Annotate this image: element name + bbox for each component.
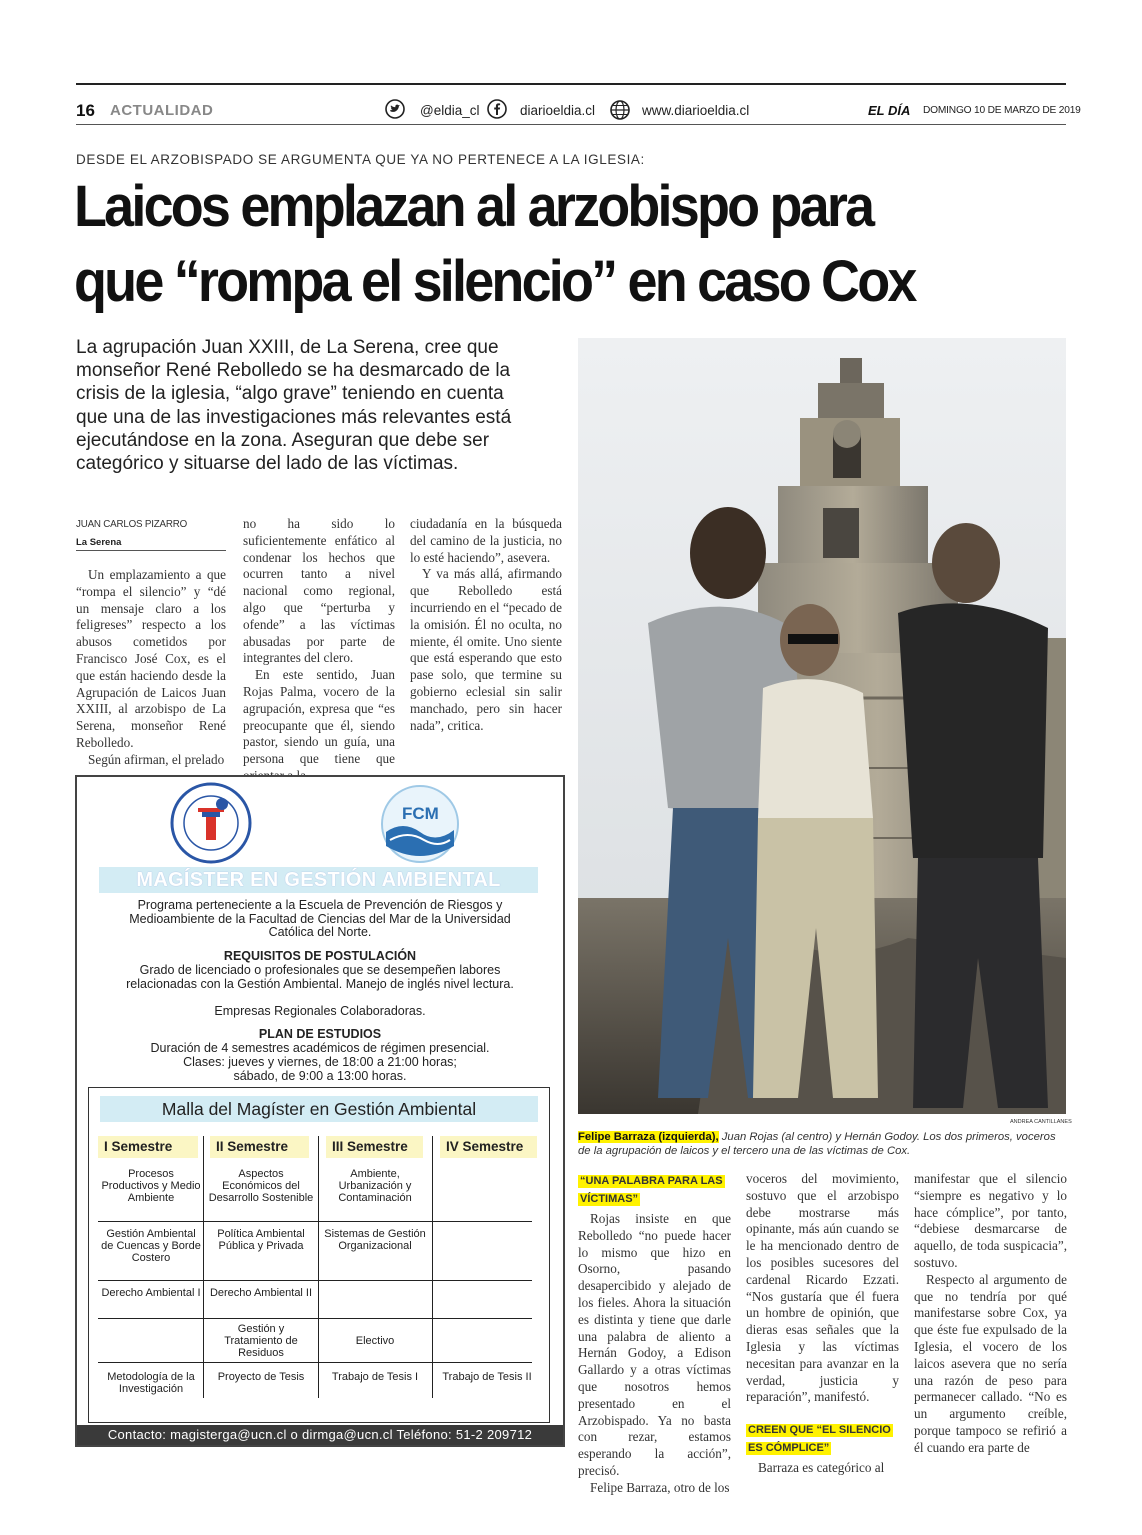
course-cell: Procesos Productivos y Medio Ambiente: [101, 1168, 201, 1204]
headline-line-1: Laicos emplazan al arzobispo para: [74, 174, 873, 239]
paragraph: no ha sido lo suficientemente enfático al condenar los hechos que ocurren tanto a nivel nacional como regional, algo que “perturba y ofende” a las víctimas abusadas por parte de integrantes del clero.: [243, 516, 395, 666]
ad-title: MAGÍSTER EN GESTIÓN AMBIENTAL: [136, 869, 501, 891]
plan-title: PLAN DE ESTUDIOS: [258, 1027, 382, 1041]
course-cell: Gestión Ambiental de Cuencas y Borde Costero: [101, 1228, 201, 1264]
subheading: “UNA PALABRA PARA LAS: [580, 1175, 723, 1187]
row-divider: [98, 1362, 532, 1363]
requirements-text: Grado de licenciado o profesionales que se desempeñen labores relacionadas con la Gestión Ambiental. Manejo de inglés nivel lectura.: [126, 963, 514, 991]
article-column-2: [243, 516, 395, 785]
subheading: VÍCTIMAS”: [580, 1193, 639, 1205]
facebook-handle[interactable]: diarioeldia.cl: [520, 103, 596, 118]
page-number: 16: [76, 101, 95, 120]
fcm-logo-text: FCM: [402, 804, 439, 823]
bottom-column-3: [914, 1171, 1067, 1457]
dateline-location: La Serena: [76, 537, 122, 548]
website-link[interactable]: www.diarioeldia.cl: [642, 103, 750, 118]
paragraph: Felipe Barraza, otro de los: [590, 1479, 730, 1495]
header-rule: [76, 124, 1066, 125]
globe-icon: [610, 100, 630, 120]
paragraph: manifestar que el silencio “siempre es negativo y lo hace cómplice”, por tanto, “debiese desmarcarse de aquello, de toda suspicacia”, sostuvo.: [914, 1171, 1067, 1270]
companies-text: Empresas Regionales Colaboradoras.: [214, 1004, 426, 1018]
paragraph: voceros del movimiento, sostuvo que el arzobispo debe mostrarse más opinante, más aún cuando se le ha mencionado dentro de los posibles sucesores del cardenal Ricardo Ezzati. “Nos gustaría que él fuera un hombre de opinión, que dieras esas señales que la Iglesia y las víctimas necesitan para avanzar en la verdad, justicia y reparación”, manifestó.: [746, 1171, 899, 1405]
subheading: CREEN QUE “EL SILENCIO: [748, 1424, 891, 1437]
headline-line-2: que “rompa el silencio” en caso Cox: [74, 249, 915, 314]
semester-header: IV Semestre: [440, 1136, 537, 1158]
contact-bar: [77, 1425, 563, 1445]
twitter-icon: [385, 99, 405, 119]
article-column-3: [410, 516, 562, 734]
contact-text[interactable]: Contacto: magisterga@ucn.cl o dirmga@ucn.cl Teléfono: 51-2 209712: [107, 1427, 533, 1442]
row-divider: [98, 1221, 532, 1222]
program-description: Programa perteneciente a la Escuela de Prevención de Riesgos y Medioambiente de la Facultad de Ciencias del Mar de la Universidad Católica del Norte.: [129, 898, 511, 939]
course-cell: Trabajo de Tesis I: [331, 1371, 419, 1383]
row-divider: [98, 1280, 532, 1281]
paragraph: ciudadanía en la búsqueda del camino de la justicia, no lo esté haciendo”, asevera.: [410, 516, 562, 565]
edition-date: DOMINGO 10 DE MARZO DE 2019: [923, 105, 1081, 116]
course-cell: Derecho Ambiental I: [101, 1287, 201, 1299]
course-cell: Ambiente, Urbanización y Contaminación: [338, 1168, 412, 1204]
column-divider: [318, 1136, 319, 1398]
paragraph: Respecto al argumento de que no tendría por qué manifestarse sobre Cox, ya que éste fue expulsado de la Iglesia, el vocero de los laicos asevera que no sería una razón de peso para permanecer callado. “No es un argumento creíble, porque tampoco se refirió a él cuando era parte de: [914, 1271, 1067, 1455]
bottom-column-1: [578, 1171, 731, 1497]
top-rule: [76, 83, 1066, 85]
twitter-handle[interactable]: @eldia_cl: [420, 103, 480, 118]
caption-text: Juan Rojas (al centro) y Hernán Godoy. Los dos primeros, voceros de la agrupación de laicos y el tercero una de las víctimas de Cox.: [578, 1131, 1056, 1157]
column-divider: [203, 1136, 204, 1398]
byline-rule: [76, 550, 226, 551]
article-photo: [578, 338, 1066, 1114]
row-divider: [98, 1318, 532, 1319]
curriculum-title: Malla del Magíster en Gestión Ambiental: [161, 1099, 477, 1119]
column-divider: [432, 1136, 433, 1398]
course-cell: Gestión y Tratamiento de Residuos: [224, 1323, 298, 1359]
paragraph: Rojas insiste en que Rebolledo “no puede hacer lo mismo que hizo en Osorno, pasando desapercibido y alejado de los fieles. Ahora la situación es distinta y tiene que darle una palabra de aliento a Hernán Godoy, a Edison Gallardo y a otras víctimas que nosotros hemos presentado en el Arzobispado. Ya no basta con rezar, estamos esperando la acción”, precisó.: [578, 1211, 731, 1478]
course-cell: Aspectos Económicos del Desarrollo Sostenible: [208, 1168, 314, 1204]
course-cell: Metodología de la Investigación: [107, 1371, 195, 1395]
bottom-column-2: [746, 1171, 899, 1477]
paragraph: Un emplazamiento a que “rompa el silencio” y “dé un mensaje claro a los feligreses” respecto a los abusos cometidos por Francisco José Cox, es el que están haciendo desde la Agrupación de Laicos Juan XXIII, al arzobispo de La Serena, monseñor René Rebolledo.: [76, 567, 226, 750]
subheading: ES CÓMPLICE”: [748, 1442, 830, 1455]
article-column-1: [76, 567, 226, 769]
photo-credit: ANDREA CANTILLANES: [1010, 1119, 1072, 1125]
lead-paragraph: La agrupación Juan XXIII, de La Serena, cree que monseñor René Rebolledo se ha desmarcado de la crisis de la iglesia, “algo grave” teniendo en cuenta que una de las investigaciones más relevantes está ejecutándose en la zona. Aseguran que debe ser categórico y situarse del lado de las víctimas.: [76, 337, 512, 475]
photo-caption: [578, 1130, 1066, 1158]
paragraph: Según afirman, el prelado: [88, 751, 225, 767]
plan-line-3: sábado, de 9:00 a 13:00 horas.: [233, 1069, 407, 1083]
section-label: ACTUALIDAD: [110, 102, 214, 119]
course-cell: Política Ambiental Pública y Privada: [217, 1228, 305, 1252]
paragraph: En este sentido, Juan Rojas Palma, vocero de la agrupación, expresa que “es preocupante que él, siendo pastor, siendo un guía, una persona que tiene que: [243, 667, 395, 767]
requirements-title: REQUISITOS DE POSTULACIÓN: [223, 949, 417, 963]
semester-header: I Semestre: [98, 1136, 198, 1158]
semester-header: III Semestre: [326, 1136, 423, 1158]
course-cell: Proyecto de Tesis: [217, 1371, 305, 1383]
caption-bold: Felipe Barraza (izquierda),: [578, 1131, 719, 1143]
plan-line-1: Duración de 4 semestres académicos de régimen presencial.: [150, 1041, 490, 1055]
kicker: DESDE EL ARZOBISPADO SE ARGUMENTA QUE YA NO PERTENECE A LA IGLESIA:: [76, 152, 645, 167]
course-cell: Derecho Ambiental II: [209, 1287, 313, 1299]
paragraph: Barraza es categórico al: [758, 1460, 885, 1476]
masthead: EL DÍA: [868, 103, 911, 118]
curriculum-title-banner: [100, 1096, 538, 1122]
paragraph: Y va más allá, afirmando que Rebolledo está incurriendo en el “pecado de la omisión. Él no oculta, no miente, él omite. Uno siente que está esperando que esto pase solo, que termine su gobierno eclesial sin salir manchado, pero sin hacer nada”, critica.: [410, 566, 562, 733]
facebook-icon: [487, 99, 507, 119]
university-logo: [170, 782, 252, 864]
semester-header: II Semestre: [210, 1136, 309, 1158]
course-cell: Electivo: [355, 1335, 395, 1347]
course-cell: Sistemas de Gestión Organizacional: [324, 1228, 426, 1252]
fcm-logo: [378, 784, 462, 864]
course-cell: Trabajo de Tesis II: [442, 1371, 532, 1383]
plan-line-2: Clases: jueves y viernes, de 18:00 a 21:00 horas;: [183, 1055, 457, 1069]
ad-title-banner: [99, 867, 538, 893]
byline: JUAN CARLOS PIZARRO: [76, 519, 188, 530]
